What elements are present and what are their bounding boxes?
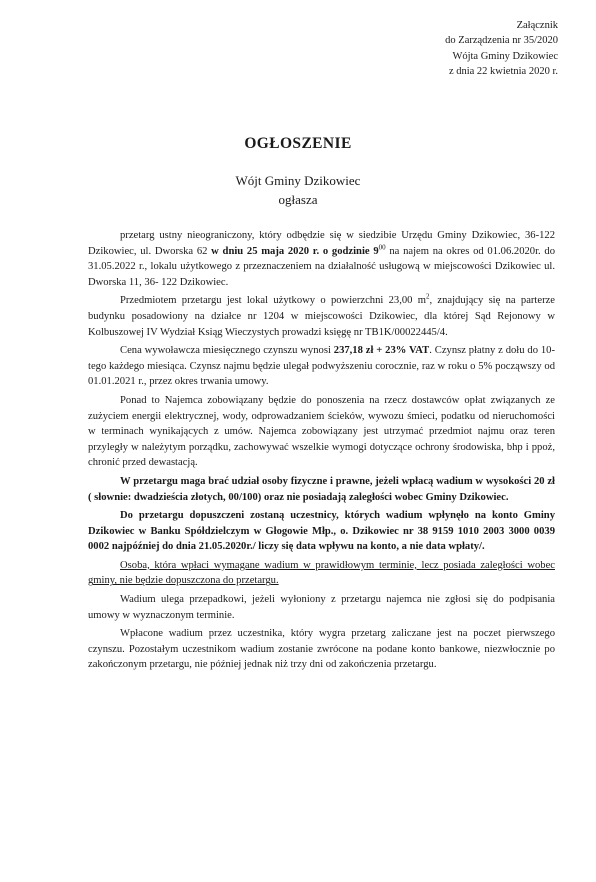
- subject-text-cont: , znajdujący się na parterze budynku posadowiony na działce nr 1204 w miejscowości Dzikowiec, dla której Sąd Rejonowy w Kolbuszowej IV Wydział Ksiąg Wieczystych prowadzi księgę nr TB1K/00022445/4.: [88, 295, 556, 338]
- tender-info-text-cont: na najem na okres od 01.06.2020r. do 31.05.2022 r., lokalu użytkowego z przeznaczeniem na działalność usługową w miejscowości Dzikowiec ul. Dworska 11, 36- 122 Dzikowiec.: [88, 245, 555, 288]
- attachment-line: Załącznik: [516, 20, 558, 31]
- issuing-authority: [0, 171, 596, 209]
- paragraph-deposit-account: Do przetargu dopuszczeni zostaną uczestnicy, których wadium wpłynęło na konto Gminy Dzikowiec w Banku Spółdzielczym w Głogowie Młp., o. Dzikowiec nr 38 9159 1010 2003 3000 0039 0002 najpóźniej do dnia 21.05.2020r./ liczy się data wpływu na konto, a nie data wpłaty/.: [88, 510, 555, 553]
- tender-info-text: przetarg ustny nieograniczony, który odbędzie się w siedzibie Urzędu Gminy Dzikowiec, 36-122 Dzikowiec, ul. Dworska 62: [88, 230, 555, 257]
- paragraph-eligibility: W przetargu maga brać udział osoby fizyczne i prawne, jeżeli wpłacą wadium w wysokości 20 zł ( słownie: dwadzieścia złotych, 00/100) oraz nie posiadają zaległości wobec Gminy Dzikowiec.: [88, 475, 555, 503]
- paragraph-deposit-forfeit: Wadium ulega przepadkowi, jeżeli wyłoniony z przetargu najemca nie zgłosi się do podpisania umowy w wyznaczonym terminie.: [88, 594, 555, 621]
- paragraph-tender-info: [88, 228, 555, 290]
- paragraph-deposit-return: Wpłacone wadium przez uczestnika, który wygra przetarg zaliczane jest na poczet pierwszego czynszu. Pozostałym uczestnikom wadium zostanie zwrócone na podane konto bankowe, niezwłocznie po zakończonym przetargu, nie później jednak niż trzy dni od zakończenia przetargu.: [88, 628, 555, 671]
- paragraph-subject: [88, 293, 555, 340]
- subject-text: Przedmiotem przetargu jest lokal użytkowy o powierzchni 23,00 m: [120, 295, 426, 307]
- paragraph-arrears-exclusion: Osoba, która wpłaci wymagane wadium w prawidłowym terminie, lecz posiada zaległości wobec gminy, nie będzie dopuszczona do przetargu.: [88, 559, 555, 587]
- price-text: Cena wywoławcza miesięcznego czynszu wynosi: [120, 345, 334, 357]
- document-title: OGŁOSZENIE: [244, 135, 352, 152]
- authority-name: Wójt Gminy Dzikowiec: [235, 173, 361, 188]
- area-unit-exponent: 2: [425, 292, 430, 301]
- attachment-note: [338, 18, 558, 80]
- tender-time-minutes: 00: [378, 243, 386, 252]
- starting-price: 237,18 zł + 23% VAT: [333, 345, 430, 357]
- tender-date: w dniu 25 maja 2020 r. o godzinie 9: [211, 245, 379, 257]
- attachment-line: Wójta Gminy Dzikowiec: [452, 50, 558, 62]
- paragraph-price: [88, 343, 555, 390]
- price-text-cont: . Czynsz płatny z dołu do 10- tego każdego miesiąca. Czynsz najmu będzie ulegał podwyższeniu corocznie, raz w roku o 5% począwszy od 01.01.2021 r., przez okres trwania umowy.: [88, 345, 555, 388]
- authority-verb: ogłasza: [278, 192, 318, 207]
- attachment-line: z dnia 22 kwietnia 2020 r.: [448, 66, 558, 78]
- paragraph-obligations: Ponad to Najemca zobowiązany będzie do ponoszenia na rzecz dostawców opłat związanych ze zużyciem energii elektrycznej, wody, odprowadzaniem ścieków, wywozu śmieci, podatku od nieruchomości w terminach wynikających z umów. Najemca zobowiązany jest utrzymać przedmiot najmu oraz teren przyległy w należytym porządku, zachowywać wszelkie wymogi dotyczące ochrony środowiska, bhp i ppoż, chronić przed dewastacją.: [88, 394, 555, 469]
- announcement-body: [88, 228, 555, 676]
- attachment-line: do Zarządzenia nr 35/2020: [445, 35, 558, 47]
